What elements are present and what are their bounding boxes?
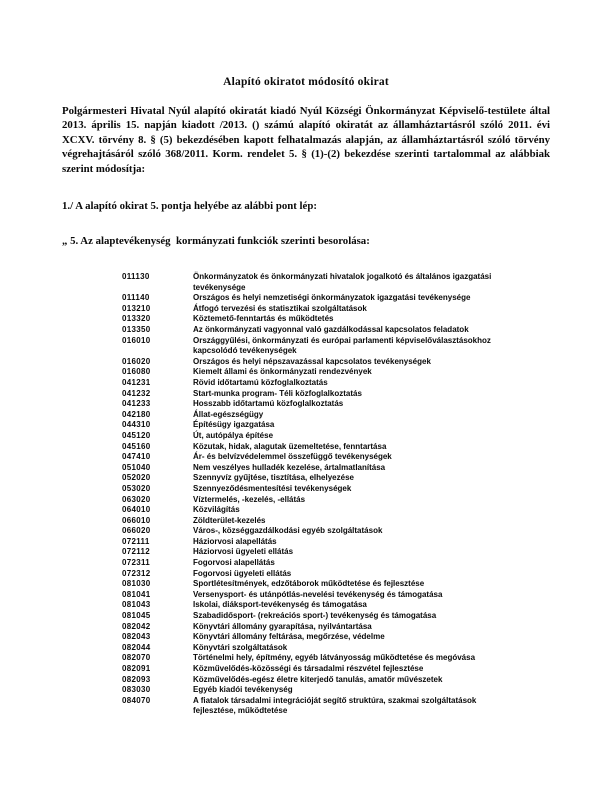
item-code: 081043: [122, 600, 151, 610]
item-label: Kiemelt állami és önkormányzati rendezvények: [193, 367, 372, 377]
item-label: Szennyeződésmentesítési tevékenységek: [193, 483, 352, 493]
list-item: [122, 526, 612, 537]
list-item: [122, 442, 612, 453]
item-label: Hosszabb időtartamú közfoglalkoztatás: [193, 399, 344, 409]
item-label: Háziorvosi ügyeleti ellátás: [193, 547, 294, 557]
list-item: [122, 516, 612, 527]
list-item: [122, 558, 612, 569]
list-item: [122, 410, 612, 421]
list-item: [122, 389, 612, 400]
item-label: Fogorvosi ügyeleti ellátás: [193, 568, 292, 578]
list-item: [122, 272, 612, 293]
list-item: [122, 569, 612, 580]
item-code: 011130: [122, 272, 150, 282]
list-item: [122, 304, 612, 315]
item-code: 063020: [122, 494, 151, 504]
item-label: Ár- és belvízvédelemmel összefüggő tevékenységek: [193, 452, 392, 462]
section-heading-1: 1./ A alapító okirat 5. pontja helyébe az alábbi pont lép:: [62, 200, 317, 213]
list-item: [122, 463, 612, 474]
item-code: 066020: [122, 526, 151, 536]
list-item: [122, 495, 612, 506]
item-label: Rövid időtartamú közfoglalkoztatás: [193, 377, 328, 387]
list-item: [122, 664, 612, 675]
item-code: 072111: [122, 536, 150, 546]
item-code: 064010: [122, 505, 151, 515]
item-label: Egyéb kiadói tevékenység: [193, 685, 293, 695]
item-code: 072112: [122, 547, 151, 557]
item-code: 041233: [122, 399, 151, 409]
list-item: [122, 579, 612, 590]
item-label: Országgyűlési, önkormányzati és európai parlamenti képviselőválasztásokhoz kapcsolódó tevékenységek: [193, 335, 491, 356]
item-code: 016080: [122, 367, 151, 377]
item-code: 053020: [122, 483, 151, 493]
list-item: [122, 484, 612, 495]
list-item: [122, 378, 612, 389]
item-code: 045160: [122, 441, 151, 451]
list-item: [122, 473, 612, 484]
list-item: [122, 336, 612, 357]
list-item: [122, 685, 612, 696]
function-code-list: [122, 272, 612, 717]
item-label: Átfogó tervezési és statisztikai szolgáltatások: [193, 303, 367, 313]
item-label: Építésügy igazgatása: [193, 420, 275, 430]
item-label: Háziorvosi alapellátás: [193, 536, 277, 546]
item-label: Iskolai, diáksport-tevékenység és támogatása: [193, 600, 367, 610]
item-label: Fogorvosi alapellátás: [193, 558, 275, 568]
item-label: Zöldterület-kezelés: [193, 515, 266, 525]
item-code: 072312: [122, 568, 151, 578]
item-code: 013210: [122, 303, 151, 313]
item-label: Versenysport- és utánpótlás-nevelési tevékenység és támogatása: [193, 589, 443, 599]
item-code: 082091: [122, 664, 151, 673]
item-label: Közutak, hidak, alagutak üzemeltetése, fenntartása: [193, 441, 387, 451]
item-label: Sportlétesítmények, edzőtáborok működtetése és fejlesztése: [193, 579, 425, 589]
list-item: [122, 622, 612, 633]
item-label: Állat-egészségügy: [193, 409, 264, 419]
item-code: 013320: [122, 314, 151, 324]
list-item: [122, 431, 612, 442]
item-code: 082042: [122, 621, 151, 631]
item-label: Könyvtári állomány feltárása, megőrzése, védelme: [193, 632, 385, 642]
item-label: Út, autópálya építése: [193, 430, 274, 440]
item-code: 044310: [122, 420, 151, 430]
item-code: 016020: [122, 356, 151, 366]
item-code: 016010: [122, 335, 151, 345]
item-code: 052020: [122, 473, 151, 483]
item-label: Történelmi hely, építmény, egyéb látványosság működtetése és megóvása: [193, 653, 476, 663]
item-label: Nem veszélyes hulladék kezelése, ártalmatlanítása: [193, 462, 386, 472]
item-code: 082093: [122, 674, 151, 684]
list-item: [122, 505, 612, 516]
item-code: 045120: [122, 430, 151, 440]
item-label: Könyvtári szolgáltatások: [193, 642, 288, 652]
item-code: 072311: [122, 558, 151, 568]
item-label: Közművelődés-közösségi és társadalmi részvétel fejlesztése: [193, 664, 424, 673]
item-code: 081041: [122, 589, 151, 599]
item-label: A fiatalok társadalmi integrációját segítő struktúra, szakmai szolgáltatások fejlesztése, működtetése: [193, 695, 477, 716]
item-label: Az önkormányzati vagyonnal való gazdálkodással kapcsolatos feladatok: [193, 325, 469, 334]
item-code: 047410: [122, 452, 151, 462]
item-code: 041231: [122, 377, 151, 387]
item-label: Országos és helyi nemzetiségi önkormányzatok igazgatási tevékenysége: [193, 293, 471, 303]
list-item: [122, 325, 612, 336]
item-code: 082044: [122, 642, 151, 652]
item-code: 082070: [122, 653, 151, 663]
item-label: Országos és helyi népszavazással kapcsolatos tevékenységek: [193, 356, 431, 366]
item-label: Víztermelés, -kezelés, -ellátás: [193, 494, 306, 504]
list-item: [122, 675, 612, 686]
item-label: Köztemető-fenntartás és működtetés: [193, 314, 334, 324]
list-item: [122, 632, 612, 643]
item-label: Közművelődés-egész életre kiterjedő tanulás, amatőr művészetek: [193, 674, 443, 684]
list-item: [122, 367, 612, 378]
item-label: Start-munka program- Téli közfoglalkoztatás: [193, 388, 362, 398]
list-item: [122, 420, 612, 431]
item-code: 083030: [122, 685, 151, 695]
item-label: Könyvtári állomány gyarapítása, nyilvántartása: [193, 621, 372, 631]
list-item: [122, 653, 612, 664]
item-label: Közvilágítás: [193, 505, 240, 515]
item-code: 011140: [122, 293, 150, 303]
list-item: [122, 696, 612, 717]
item-code: 013350: [122, 325, 151, 334]
item-code: 084070: [122, 695, 151, 705]
item-label: Szabadidősport- (rekreációs sport-) tevékenység és támogatása: [193, 611, 437, 621]
item-label: Szennyvíz gyűjtése, tisztítása, elhelyezése: [193, 473, 354, 483]
list-item: [122, 611, 612, 622]
section-heading-2: „ 5. Az alaptevékenység kormányzati funkciók szerinti besorolása:: [62, 235, 370, 248]
intro-paragraph: Polgármesteri Hivatal Nyúl alapító okiratát kiadó Nyúl Községi Önkormányzat Képviselő-testülete által 2013. április 15. napján kiadott /2013. () számú alapító okiratát az államháztartásról szóló 2011. évi XCXV. törvény 8. § (5) bekezdésében kapott felhatalmazás alapján, az államháztartásról szóló törvény végrehajtásáról szóló 368/2011. Korm. rendelet 5. § (1)-(2) bekezdése szerinti tartalommal az alábbiak szerint módosítja:: [62, 105, 550, 175]
item-code: 082043: [122, 632, 151, 642]
item-code: 081045: [122, 611, 151, 621]
list-item: [122, 399, 612, 410]
list-item: [122, 600, 612, 611]
list-item: [122, 590, 612, 601]
list-item: [122, 643, 612, 654]
item-code: 042180: [122, 409, 151, 419]
list-item: [122, 357, 612, 368]
list-item: [122, 293, 612, 304]
item-label: Város-, községgazdálkodási egyéb szolgáltatások: [193, 526, 383, 536]
item-label: Önkormányzatok és önkormányzati hivatalok jogalkotó és általános igazgatási tevékenysége: [193, 272, 492, 292]
item-code: 041232: [122, 388, 151, 398]
list-item: [122, 547, 612, 558]
list-item: [122, 537, 612, 548]
item-code: 081030: [122, 579, 151, 589]
item-code: 051040: [122, 462, 151, 472]
page-title: Alapító okiratot módosító okirat: [223, 76, 389, 88]
list-item: [122, 452, 612, 463]
list-item: [122, 314, 612, 325]
item-code: 066010: [122, 515, 151, 525]
